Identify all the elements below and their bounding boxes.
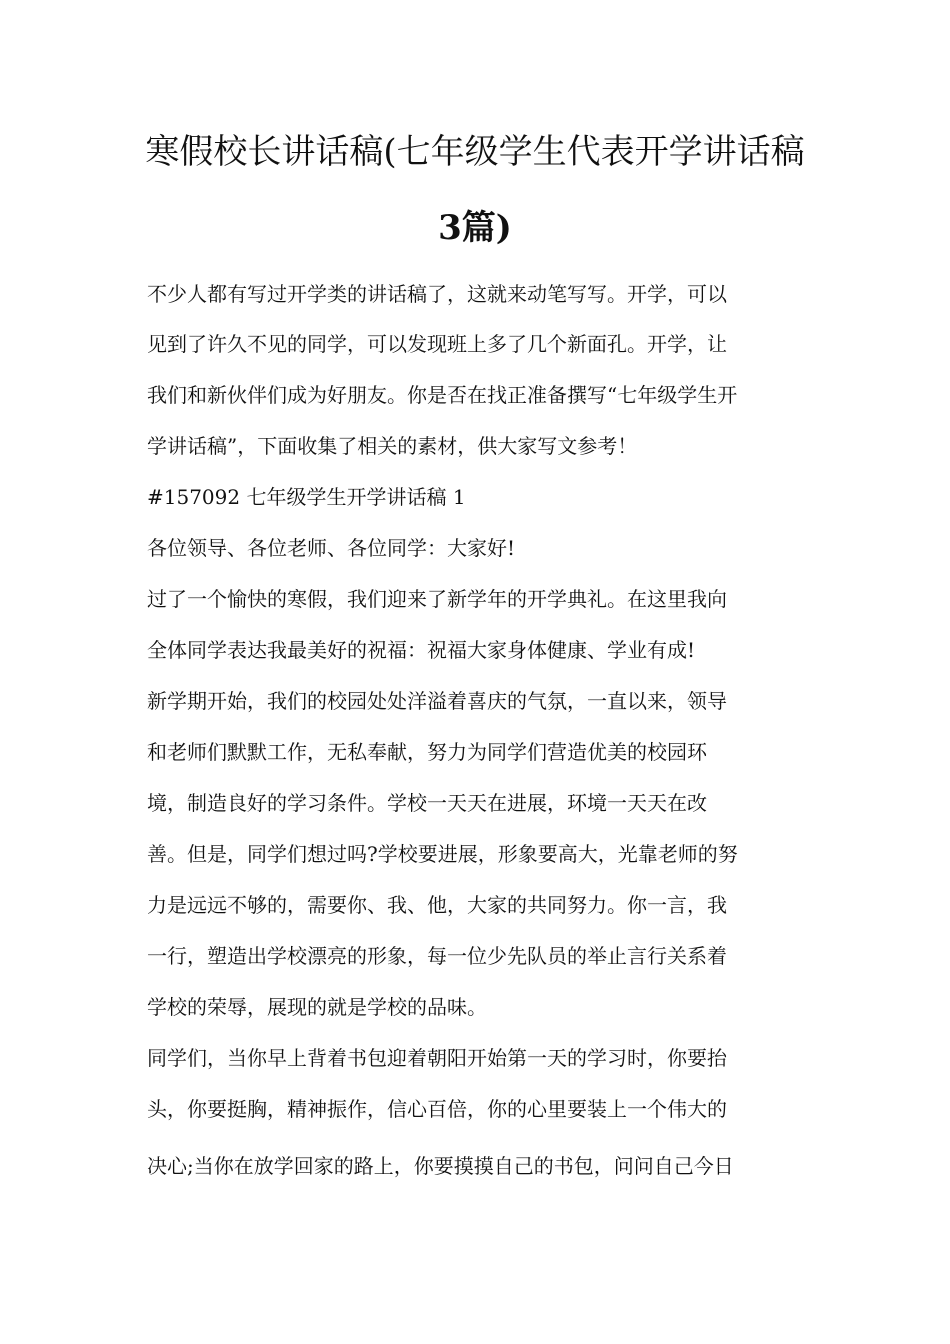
- body-line: 不少人都有写过开学类的讲话稿了，这就来动笔写写。开学，可以: [147, 282, 727, 306]
- body-line: 和老师们默默工作，无私奉献，努力为同学们营造优美的校园环: [147, 740, 707, 764]
- body-line: 学校的荣辱，展现的就是学校的品味。: [147, 995, 487, 1019]
- body-line: 学讲话稿”，下面收集了相关的素材，供大家写文参考！: [147, 434, 638, 458]
- body-line: 我们和新伙伴们成为好朋友。你是否在找正准备撰写“七年级学生开: [147, 383, 738, 407]
- body-line: 同学们，当你早上背着书包迎着朝阳开始第一天的学习时，你要抬: [147, 1046, 727, 1070]
- document-title-line-1: 寒假校长讲话稿(七年级学生代表开学讲话稿: [145, 132, 805, 172]
- body-line: 全体同学表达我最美好的祝福：祝福大家身体健康、学业有成!: [147, 638, 696, 662]
- body-line: 善。但是，同学们想过吗?学校要进展，形象要高大，光靠老师的努: [147, 842, 738, 866]
- body-line: 力是远远不够的，需要你、我、他，大家的共同努力。你一言，我: [147, 893, 727, 917]
- salutation: 各位领导、各位老师、各位同学：大家好!: [147, 536, 516, 560]
- body-line: 决心;当你在放学回家的路上，你要摸摸自己的书包，问问自己今日: [147, 1154, 734, 1178]
- body-line: 头，你要挺胸，精神振作，信心百倍，你的心里要装上一个伟大的: [147, 1097, 727, 1121]
- body-line: 一行，塑造出学校漂亮的形象，每一位少先队员的举止言行关系着: [147, 944, 727, 968]
- document-title-line-2: 3篇): [438, 208, 512, 248]
- body-line: 新学期开始，我们的校园处处洋溢着喜庆的气氛，一直以来，领导: [147, 689, 727, 713]
- body-line: 见到了许久不见的同学，可以发现班上多了几个新面孔。开学，让: [147, 332, 727, 356]
- body-line: 境，制造良好的学习条件。学校一天天在进展，环境一天天在改: [147, 791, 707, 815]
- body-line: 过了一个愉快的寒假，我们迎来了新学年的开学典礼。在这里我向: [147, 587, 727, 611]
- section-heading: #157092 七年级学生开学讲话稿 1: [147, 485, 466, 509]
